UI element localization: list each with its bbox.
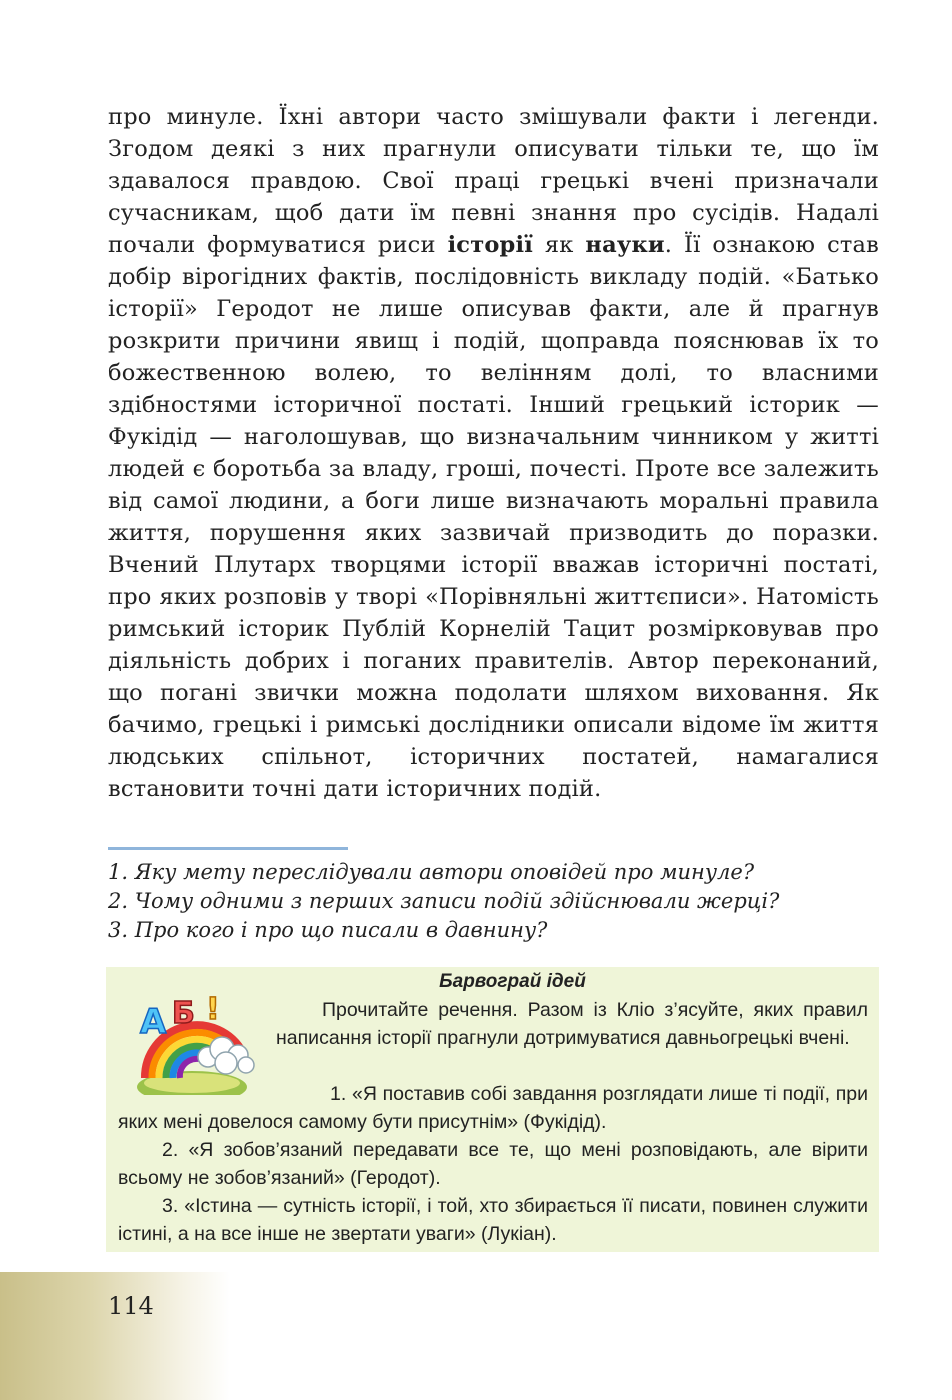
text-run: про минуле. Їхні автори часто змішували факти і легенди. Згодом деякі з них прагнули описувати тільки те, що їм здавалося правдою. Свої праці грецькі вчені призначали сучасникам, щоб дати їм певні знання про сусідів. Надалі почали формуватися риси: [108, 104, 879, 258]
idea-box-title-text: Барвограй ідей: [439, 971, 586, 992]
question-item: 3. Про кого і про що писали в давнину?: [108, 918, 548, 942]
quote-item: 1. «Я поставив собі завдання розглядати лише ті події, при яких мені довелося самому бути присутнім» (Фукідід).: [118, 1083, 868, 1133]
main-paragraph: [108, 101, 879, 805]
text-run: як: [533, 232, 586, 258]
rainbow-letters-icon: [130, 983, 270, 1095]
section-divider: [108, 847, 348, 850]
text-run: . Її ознакою став добір вірогідних фактів, послідовність викладу подій. «Батько історії» Геродот не лише описував факти, але й прагнув розкрити причини явищ і подій, щоправда пояснював їх то божественною волею, то велінням долі, то власними здібностями історичної постаті. Інший грецький історик — Фукідід — наголошував, що визначальним чинником у житті людей є боротьба за владу, гроші, почесті. Проте все залежить від самої людини, а боги лише визначають моральні правила життя, порушення яких зазвичай призводить до поразки. Вчений Плутарх творцями історії вважав історичні постаті, про яких розповів у творі «Порівняльні життєписи». Натомість римський історик Публій Корнелій Тацит розмірковував про діяльність добрих і поганих правителів. Автор переконаний, що погані звички можна подолати шляхом виховання. Як бачимо, грецькі і римські дослідники описали відоме їм життя людських спільнот, історичних постатей, намагалися встановити точні дати історичних подій.: [108, 232, 879, 802]
bold-term-history: історії: [447, 232, 533, 258]
quote-item: 3. «Істина — сутність історії, і той, хто збирається її писати, повинен служити істині, а на все інше не звертати уваги» (Лукіан).: [118, 1195, 868, 1245]
svg-text:Б: Б: [172, 996, 195, 1031]
svg-text:А: А: [140, 1002, 167, 1042]
question-item: 2. Чому одними з перших записи подій здійснювали жерці?: [108, 889, 780, 913]
review-questions: [108, 858, 888, 945]
bold-term-science: науки: [585, 232, 665, 258]
idea-box-intro: Прочитайте речення. Разом із Кліо з’ясуйте, яких правил написання історії прагнули дотримуватися давньогрецькі вчені.: [276, 999, 868, 1049]
question-item: 1. Яку мету переслідували автори оповідей про минуле?: [108, 860, 755, 884]
quote-item: 2. «Я зобов’язаний передавати все те, що мені розповідають, але вірити всьому не зобов’язаний» (Геродот).: [118, 1139, 868, 1189]
svg-text:!: !: [206, 992, 220, 1027]
page-number: 114: [108, 1292, 154, 1320]
